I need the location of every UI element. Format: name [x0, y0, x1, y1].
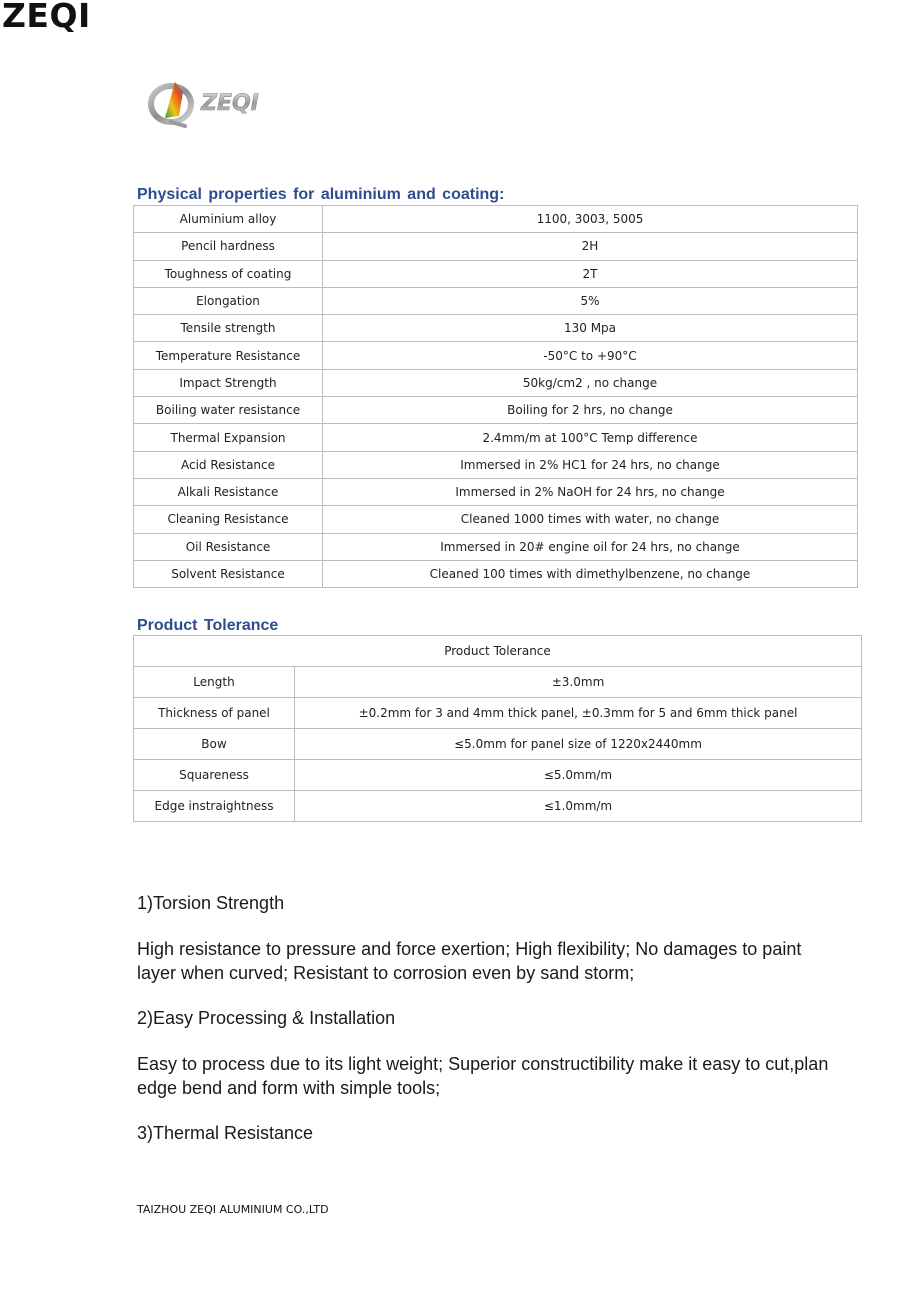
table-row	[134, 506, 858, 533]
brand-wordmark: ZEQI	[2, 0, 91, 35]
row-label: Solvent Resistance	[134, 560, 323, 587]
table-row	[134, 791, 862, 822]
company-logo	[145, 72, 275, 128]
table-row	[134, 397, 858, 424]
row-value: ±3.0mm	[295, 667, 862, 698]
row-value: 130 Mpa	[323, 315, 858, 342]
table-row	[134, 760, 862, 791]
row-label: Impact Strength	[134, 369, 323, 396]
row-value: ≤5.0mm for panel size of 1220x2440mm	[295, 729, 862, 760]
row-label: Aluminium alloy	[134, 206, 323, 233]
physical-properties-heading: Physical properties for aluminium and coating:	[137, 186, 505, 203]
table-row	[134, 667, 862, 698]
zeqi-logo-icon	[145, 72, 275, 128]
table-row	[134, 729, 862, 760]
row-label: Alkali Resistance	[134, 478, 323, 505]
row-value: 2T	[323, 260, 858, 287]
footer-company-name: TAIZHOU ZEQI ALUMINIUM CO.,LTD	[137, 1203, 329, 1216]
feature-text-processing: Easy to process due to its light weight; Superior constructibility make it easy to cut,plan edge bend and form with simple tools;	[137, 1054, 829, 1098]
row-label: Acid Resistance	[134, 451, 323, 478]
table-row	[134, 315, 858, 342]
row-value: 1100, 3003, 5005	[323, 206, 858, 233]
table-row	[134, 478, 858, 505]
row-label: Edge instraightness	[134, 791, 295, 822]
table-row	[134, 533, 858, 560]
row-label: Thermal Expansion	[134, 424, 323, 451]
row-label: Thickness of panel	[134, 698, 295, 729]
table-row	[134, 560, 858, 587]
row-label: Elongation	[134, 287, 323, 314]
table-row	[134, 698, 862, 729]
row-value: 50kg/cm2 , no change	[323, 369, 858, 396]
table-row	[134, 233, 858, 260]
feature-title-processing: 2)Easy Processing & Installation	[137, 1008, 396, 1028]
row-value: 5%	[323, 287, 858, 314]
table-row	[134, 206, 858, 233]
feature-text-torsion: High resistance to pressure and force exertion; High flexibility; No damages to paint layer when curved; Resistant to corrosion even by sand storm;	[137, 939, 802, 983]
row-label: Boiling water resistance	[134, 397, 323, 424]
row-value: Immersed in 20# engine oil for 24 hrs, no change	[323, 533, 858, 560]
row-label: Toughness of coating	[134, 260, 323, 287]
row-value: Boiling for 2 hrs, no change	[323, 397, 858, 424]
table-row	[134, 342, 858, 369]
table-row	[134, 451, 858, 478]
product-tolerance-table	[133, 635, 862, 822]
row-label: Length	[134, 667, 295, 698]
row-value: ±0.2mm for 3 and 4mm thick panel, ±0.3mm for 5 and 6mm thick panel	[295, 698, 862, 729]
row-label: Squareness	[134, 760, 295, 791]
row-label: Tensile strength	[134, 315, 323, 342]
row-label: Pencil hardness	[134, 233, 323, 260]
row-value: -50°C to +90°C	[323, 342, 858, 369]
row-label: Cleaning Resistance	[134, 506, 323, 533]
row-value: Cleaned 100 times with dimethylbenzene, no change	[323, 560, 858, 587]
row-label: Bow	[134, 729, 295, 760]
row-value: Immersed in 2% NaOH for 24 hrs, no change	[323, 478, 858, 505]
table-row	[134, 369, 858, 396]
row-label: Oil Resistance	[134, 533, 323, 560]
row-value: ≤5.0mm/m	[295, 760, 862, 791]
row-label: Temperature Resistance	[134, 342, 323, 369]
table-row	[134, 287, 858, 314]
table-header-row	[134, 636, 862, 667]
feature-title-thermal: 3)Thermal Resistance	[137, 1123, 314, 1143]
product-tolerance-heading: Product Tolerance	[137, 617, 279, 634]
row-value: 2.4mm/m at 100°C Temp difference	[323, 424, 858, 451]
physical-properties-table	[133, 205, 858, 588]
tolerance-table-title: Product Tolerance	[134, 636, 862, 667]
table-row	[134, 424, 858, 451]
row-value: Cleaned 1000 times with water, no change	[323, 506, 858, 533]
row-value: 2H	[323, 233, 858, 260]
table-row	[134, 260, 858, 287]
row-value: ≤1.0mm/m	[295, 791, 862, 822]
row-value: Immersed in 2% HC1 for 24 hrs, no change	[323, 451, 858, 478]
feature-title-torsion: 1)Torsion Strength	[137, 893, 285, 913]
logo-text: ZEQI	[201, 91, 259, 116]
